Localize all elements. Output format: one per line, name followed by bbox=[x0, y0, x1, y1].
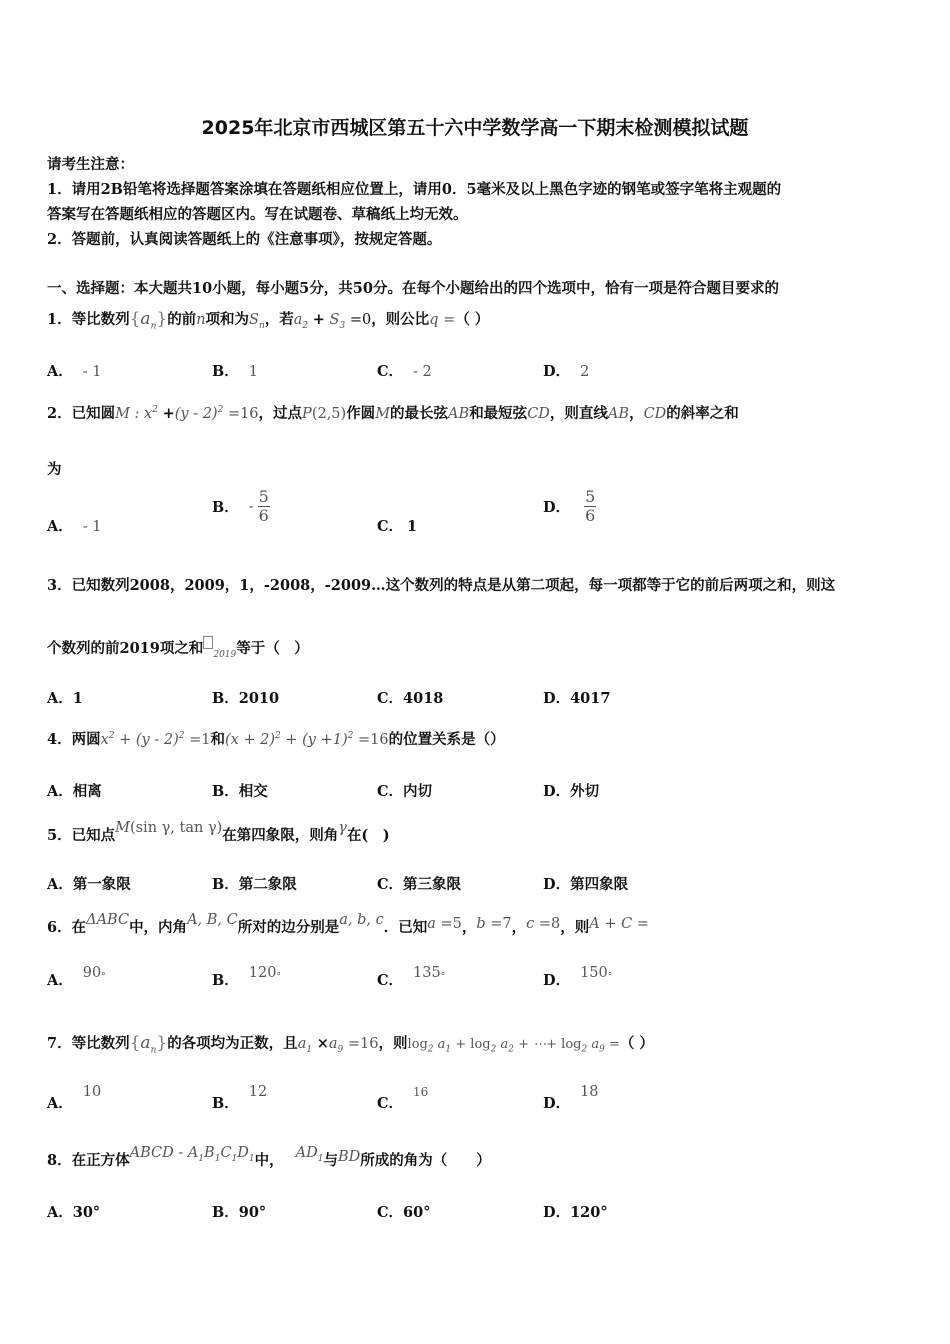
q4-option-d[interactable]: D．外切 bbox=[543, 783, 600, 800]
q7-number: 7． bbox=[47, 1035, 72, 1052]
q1-text-5: ，则公比 bbox=[371, 311, 430, 328]
q8-option-a[interactable]: A．30° bbox=[47, 1204, 101, 1221]
q2-number: 2． bbox=[47, 405, 72, 422]
q1-n: n bbox=[196, 312, 206, 328]
q1-Sn: $S_n$ bbox=[249, 312, 265, 331]
q2-circle-eq: M : $x^2 +(y - 2)^2 =16$ bbox=[115, 405, 259, 422]
q2-text-9: 为 bbox=[47, 461, 62, 478]
q2-text-8: 的斜率之和 bbox=[666, 405, 739, 422]
q7-seq-an: $\{a_n\}$ bbox=[129, 1033, 168, 1056]
q4-text-3: 的位置关系是（） bbox=[388, 731, 505, 748]
q1-seq-an: $\{a_n\}$ bbox=[129, 309, 168, 332]
q6-option-d[interactable]: D． 150° bbox=[543, 965, 613, 989]
q2-text-6: ，则直线 bbox=[549, 405, 608, 422]
q6-text-3: 所对的边分别是 bbox=[237, 919, 340, 936]
q1-text-1: 等比数列 bbox=[71, 311, 130, 328]
q8-BD: BD bbox=[338, 1149, 361, 1165]
q6-angles: A, B, C bbox=[187, 912, 238, 928]
q1-q: q = bbox=[429, 312, 456, 328]
q2-AB: AB bbox=[448, 406, 470, 422]
q4-number: 4． bbox=[47, 731, 72, 748]
q2-text-2: ，过点 bbox=[258, 405, 303, 422]
q6-b-value: b =7 bbox=[476, 916, 512, 932]
q5-text-1: 已知点 bbox=[71, 827, 116, 844]
q6-sides: a, b, c bbox=[339, 912, 384, 928]
q8-AD1: $AD_1$ bbox=[295, 1145, 324, 1164]
section-heading: 一、选择题：本大题共10小题，每小题5分，共50分。在每个小题给出的四个选项中，恰有一项是符合题目要求的 bbox=[47, 280, 779, 297]
q1-text-6: （ ） bbox=[455, 311, 490, 328]
q6-text-6: ， bbox=[511, 919, 527, 936]
q5-option-d[interactable]: D．第四象限 bbox=[543, 876, 629, 893]
q6-text-7: ，则 bbox=[560, 919, 590, 936]
q6-text-5: ， bbox=[461, 919, 477, 936]
q3-option-b[interactable]: B．2010 bbox=[212, 690, 280, 707]
q5-option-b[interactable]: B．第二象限 bbox=[212, 876, 297, 893]
q6-option-c[interactable]: C． 135° bbox=[377, 965, 446, 989]
question-6 bbox=[47, 912, 649, 937]
q5-text-3: 在( ) bbox=[346, 827, 390, 844]
q8-text-3: 与 bbox=[323, 1152, 338, 1169]
q7-option-d[interactable]: D．18 bbox=[543, 1084, 599, 1112]
missing-glyph-icon bbox=[203, 636, 213, 649]
notice-item1-line1: 1．请用2B铅笔将选择题答案涂填在答题纸相应位置上，请用0．5毫米及以上黑色字迹的钢笔或签字笔将主观题的 bbox=[47, 181, 782, 198]
q2-CD-2: CD bbox=[643, 406, 667, 422]
q6-text-4: ．已知 bbox=[383, 919, 428, 936]
q2-text-1: 已知圆 bbox=[71, 405, 116, 422]
question-4 bbox=[47, 728, 505, 749]
q4-option-c[interactable]: C．内切 bbox=[377, 783, 433, 800]
q3-option-c[interactable]: C．4018 bbox=[377, 690, 444, 707]
q6-text-2: 中，内角 bbox=[129, 919, 188, 936]
q8-text-1: 在正方体 bbox=[71, 1152, 130, 1169]
q8-number: 8． bbox=[47, 1152, 72, 1169]
question-2 bbox=[47, 402, 739, 423]
q4-text-2: 和 bbox=[210, 731, 225, 748]
page-title: 2025年北京市西城区第五十六中学数学高一下期末检测模拟试题 bbox=[201, 117, 749, 139]
q2-text-5: 和最短弦 bbox=[469, 405, 528, 422]
q4-circle-1: $x^2 + (y - 2)^2 =1$ bbox=[100, 731, 211, 748]
q2-M: M bbox=[375, 406, 391, 422]
q6-c-value: c =8 bbox=[526, 916, 561, 932]
q1-option-d[interactable]: D． 2 bbox=[543, 363, 590, 380]
q5-gamma: γ bbox=[338, 820, 347, 836]
question-7 bbox=[47, 1032, 654, 1055]
q1-number: 1． bbox=[47, 311, 72, 328]
q1-option-c[interactable]: C． - 2 bbox=[377, 363, 432, 380]
q7-product: $a_1 \times a_9 =16$ bbox=[297, 1035, 379, 1055]
notice-item1-line2: 答案写在答题纸相应的答题区内。写在试题卷、草稿纸上均无效。 bbox=[47, 206, 468, 223]
q3-S-subscript: 2019 bbox=[213, 649, 237, 660]
q3-line-1: 3．已知数列2008，2009，1，-2008，-2009…这个数列的特点是从第二项起，每一项都等于它的前后两项之和，则这 bbox=[47, 577, 836, 594]
q6-text-1: 在 bbox=[71, 919, 87, 936]
q6-number: 6． bbox=[47, 919, 72, 936]
q5-text-2: 在第四象限，则角 bbox=[222, 827, 339, 844]
q1-option-a[interactable]: A． - 1 bbox=[47, 363, 102, 380]
q6-A-plus-C: A + C = bbox=[589, 916, 649, 932]
q2-AB-2: AB bbox=[607, 406, 630, 422]
question-1 bbox=[47, 308, 489, 331]
q3-line-2: 个数列的前2019项之和 $_{2019}$等于（ ） bbox=[47, 636, 309, 660]
q2-option-d[interactable]: D． $\frac{5}{6}$ bbox=[543, 487, 596, 525]
q2-text-3: 作圆 bbox=[346, 405, 376, 422]
q2-b-fraction: $\frac{5}{6}$ bbox=[258, 487, 269, 525]
q5-point-M: M(sin γ, tan γ) bbox=[115, 820, 223, 836]
q1-text-3: 项和为 bbox=[205, 311, 250, 328]
q3-option-a[interactable]: A．1 bbox=[47, 690, 83, 707]
q4-option-a[interactable]: A．相离 bbox=[47, 783, 102, 800]
q2-CD: CD bbox=[527, 406, 550, 422]
q1-option-b[interactable]: B． 1 bbox=[212, 363, 258, 380]
q2-text-7: ， bbox=[629, 405, 644, 422]
q4-text-1: 两圆 bbox=[71, 731, 101, 748]
q6-option-b[interactable]: B． 120° bbox=[212, 965, 281, 989]
q8-cube: ABCD - $A_1B_1C_1D_1$ bbox=[129, 1145, 255, 1164]
q7-log-sum: $\log_2 a_1 + \log_2 a_2$ + ⋯+ $\log_2 a_9$ = bbox=[407, 1037, 620, 1055]
q2-text-4: 的最长弦 bbox=[390, 405, 449, 422]
q7-option-c[interactable]: C．16 bbox=[377, 1085, 429, 1112]
q8-option-b[interactable]: B．90° bbox=[212, 1204, 267, 1221]
notice-item2: 2．答题前，认真阅读答题纸上的《注意事项》，按规定答题。 bbox=[47, 231, 442, 248]
q4-circle-2: $(x + 2)^2 + (y +1)^2 =16$ bbox=[224, 731, 389, 748]
q5-number: 5． bbox=[47, 827, 72, 844]
q7-text-4: （ ） bbox=[619, 1035, 654, 1052]
q7-option-a[interactable]: A．10 bbox=[47, 1084, 102, 1112]
q8-option-d[interactable]: D．120° bbox=[543, 1204, 608, 1221]
q6-triangle: ΔABC bbox=[86, 912, 130, 928]
q5-option-a[interactable]: A．第一象限 bbox=[47, 876, 131, 893]
q2-d-fraction: $\frac{5}{6}$ bbox=[585, 487, 596, 525]
question-5 bbox=[47, 820, 390, 845]
q1-condition: $a_2 + S_3 =0$ bbox=[293, 311, 372, 331]
q7-text-1: 等比数列 bbox=[71, 1035, 130, 1052]
q2-option-c[interactable]: C． 1 bbox=[377, 518, 418, 535]
q1-text-2: 的前 bbox=[167, 311, 197, 328]
q3-option-d[interactable]: D．4017 bbox=[543, 690, 611, 707]
q8-text-4: 所成的角为（ ） bbox=[360, 1152, 491, 1169]
q2-point-p: P(2,5) bbox=[302, 406, 347, 422]
question-8 bbox=[47, 1145, 491, 1170]
q7-text-2: 的各项均为正数，且 bbox=[167, 1035, 298, 1052]
q5-option-c[interactable]: C．第三象限 bbox=[377, 876, 462, 893]
q7-text-3: ，则 bbox=[378, 1035, 408, 1052]
q6-option-a[interactable]: A． 90° bbox=[47, 965, 106, 989]
q6-a-value: a =5 bbox=[427, 916, 462, 932]
q8-option-c[interactable]: C．60° bbox=[377, 1204, 431, 1221]
notice-heading: 请考生注意： bbox=[47, 156, 134, 173]
q1-text-4: ，若 bbox=[264, 311, 294, 328]
q8-text-2: 中， bbox=[254, 1152, 284, 1169]
q7-option-b[interactable]: B．12 bbox=[212, 1084, 268, 1112]
q2-option-b[interactable]: B． - $\frac{5}{6}$ bbox=[212, 487, 269, 525]
q4-option-b[interactable]: B．相交 bbox=[212, 783, 268, 800]
q2-option-a[interactable]: A． - 1 bbox=[47, 518, 102, 535]
